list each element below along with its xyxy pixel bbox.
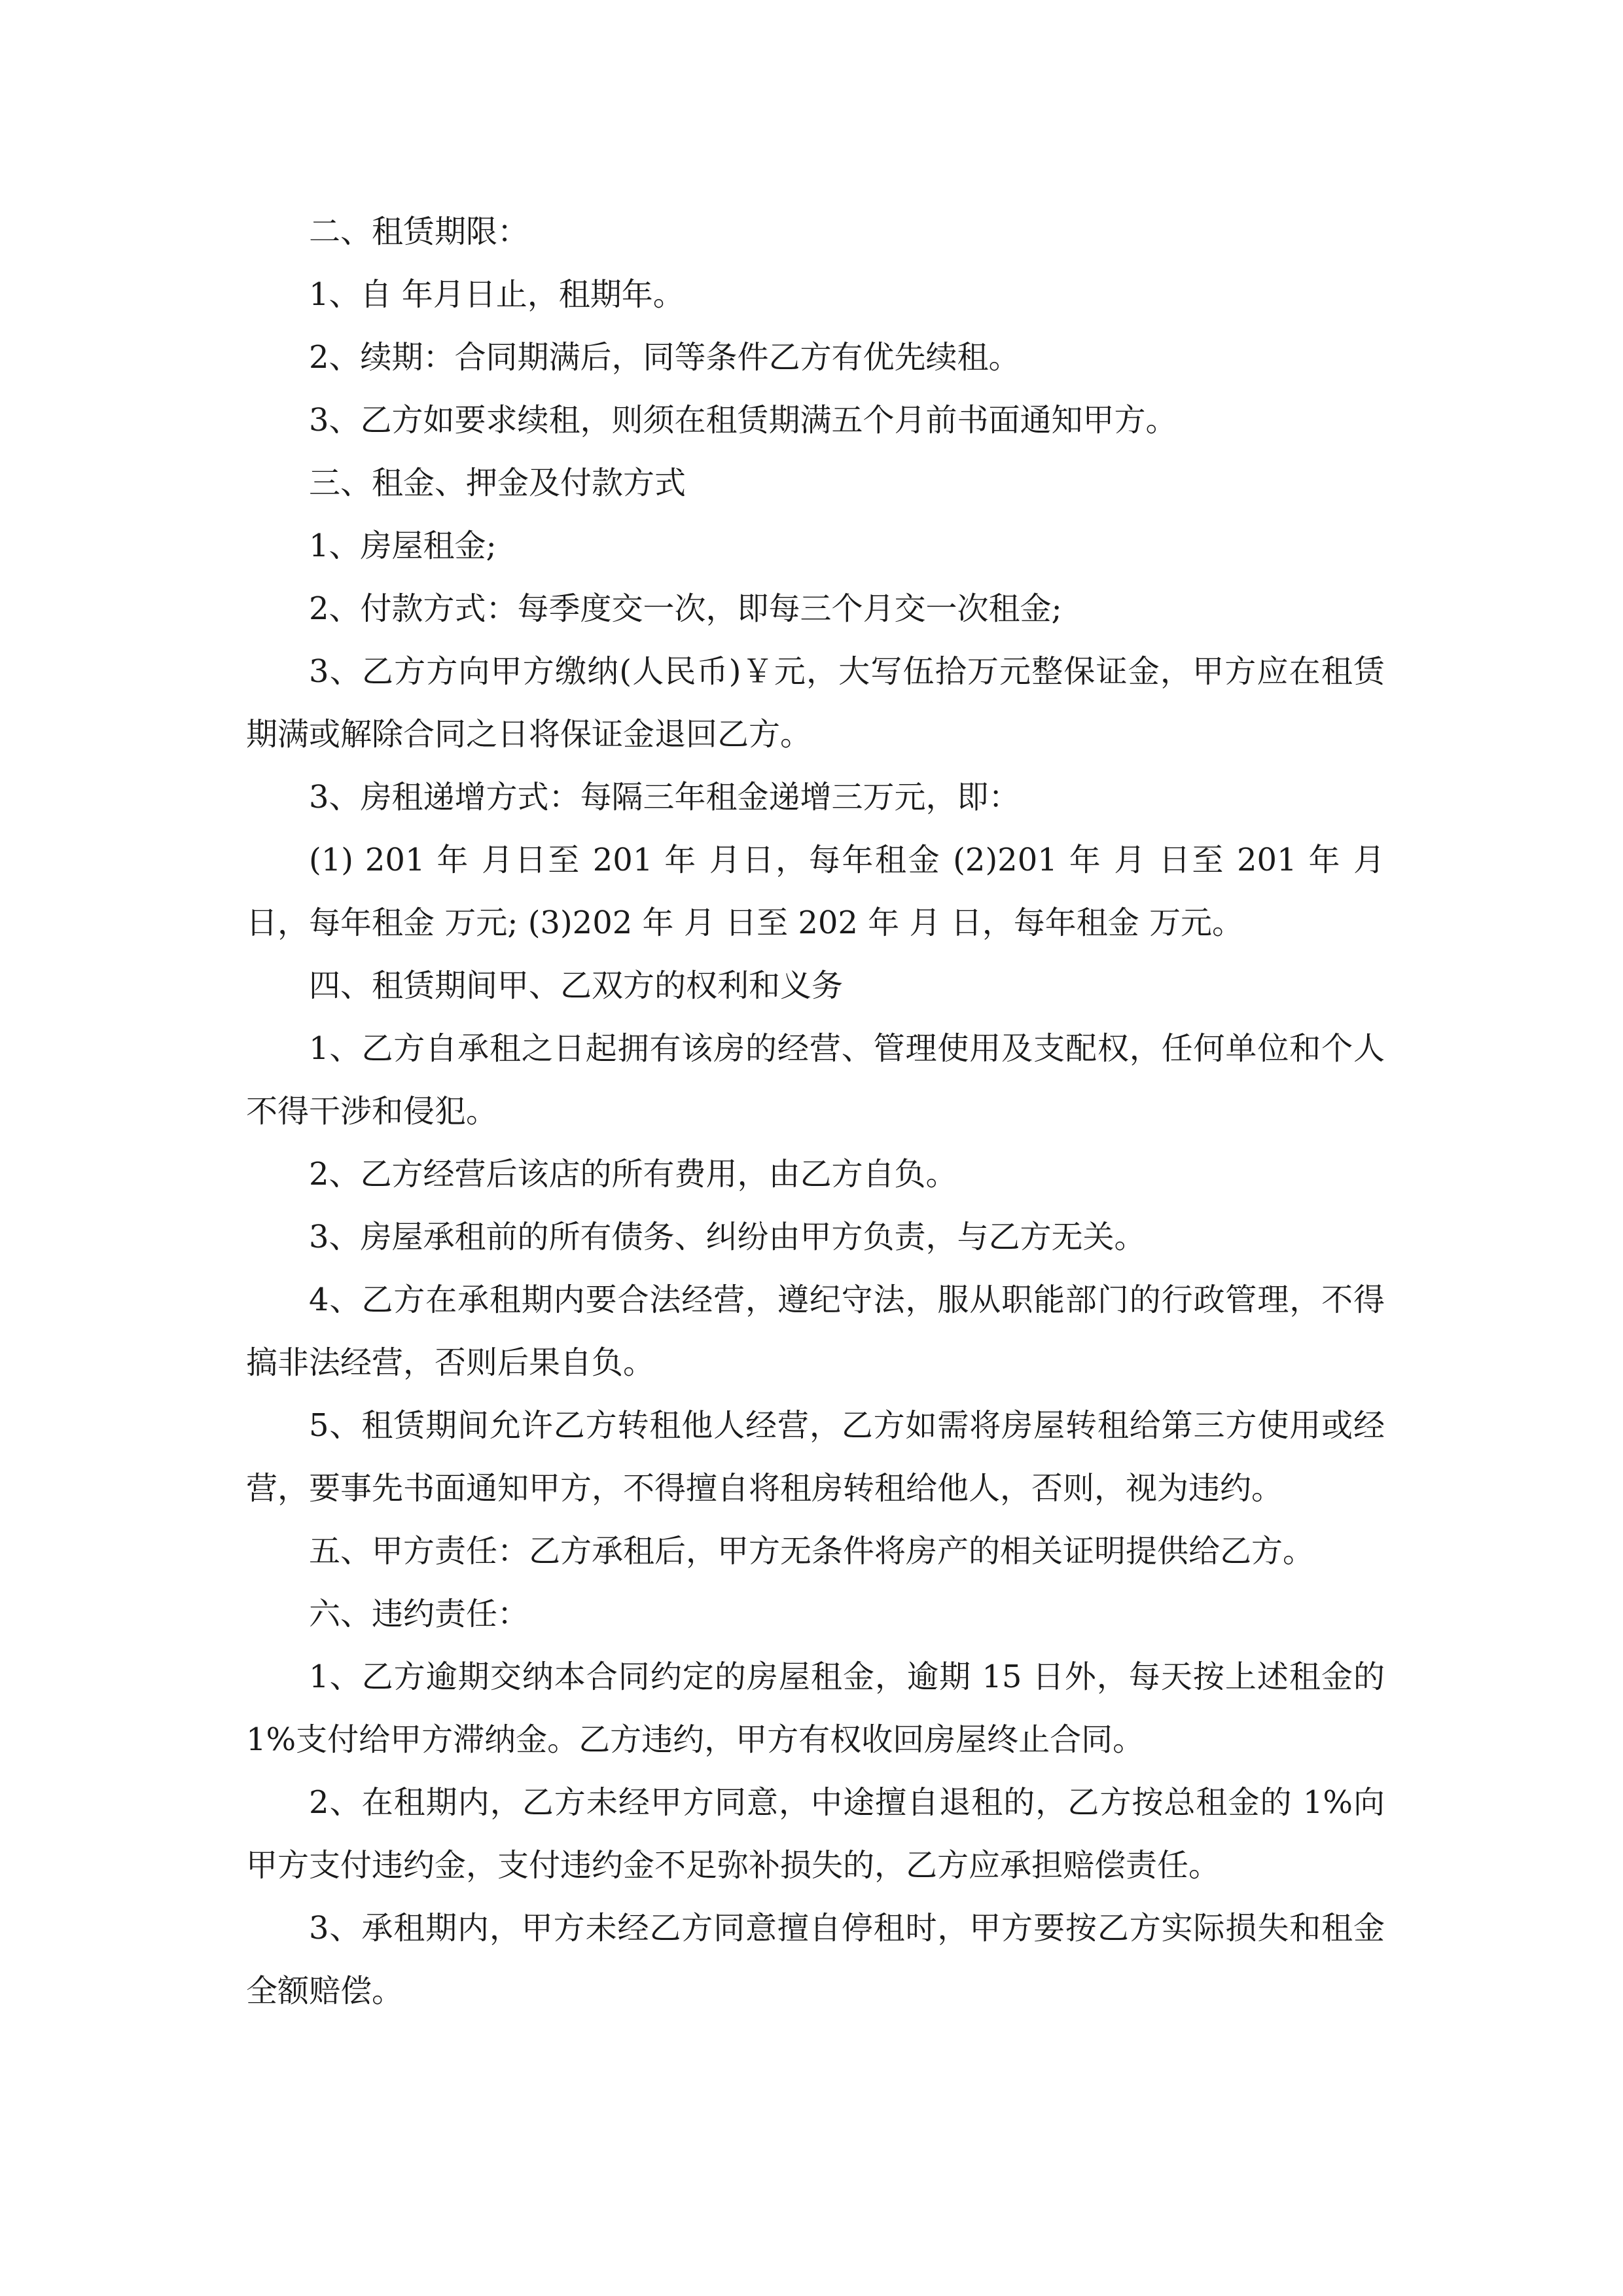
- breach-clause-3: 3、承租期内，甲方未经乙方同意擅自停租时，甲方要按乙方实际损失和租金全额赔偿。: [246, 1910, 1385, 2009]
- breach-clause-2: 2、在租期内，乙方未经甲方同意，中途擅自退租的，乙方按总租金的 1%向甲方支付违约金，支付违约金不足弥补损失的，乙方应承担赔偿责任。: [246, 1784, 1385, 1884]
- section-heading-rent-payment: 三、租金、押金及付款方式: [309, 465, 687, 501]
- rights-clause-5: 5、租赁期间允许乙方转租他人经营，乙方如需将房屋转租给第三方使用或经营，要事先书面通知甲方，不得擅自将租房转租给他人，否则，视为违约。: [246, 1407, 1385, 1507]
- rent-increase-schedule: (1) 201 年 月日至 201 年 月日，每年租金 (2)201 年 月 日至 201 年 月日，每年租金 万元; (3)202 年 月 日至 202 年 月 日，每年租金 万元。: [246, 842, 1385, 941]
- section-heading-rights-obligations: 四、租赁期间甲、乙双方的权利和义务: [309, 967, 844, 1004]
- rent-clause-3-increase: 3、房租递增方式：每隔三年租金递增三万元，即：: [309, 779, 1020, 816]
- lease-term-clause-1: 1、自 年月日止，租期年。: [309, 276, 685, 313]
- lease-term-clause-3: 3、乙方如要求续租，则须在租赁期满五个月前书面通知甲方。: [309, 402, 1177, 439]
- rent-clause-1: 1、房屋租金;: [309, 528, 497, 564]
- breach-clause-1: 1、乙方逾期交纳本合同约定的房屋租金，逾期 15 日外，每天按上述租金的 1%支付给甲方滞纳金。乙方违约，甲方有权收回房屋终止合同。: [246, 1659, 1385, 1758]
- rights-clause-1: 1、乙方自承租之日起拥有该房的经营、管理使用及支配权，任何单位和个人不得干涉和侵犯。: [246, 1030, 1385, 1130]
- rights-clause-3: 3、房屋承租前的所有债务、纠纷由甲方负责，与乙方无关。: [309, 1219, 1146, 1255]
- document-body: [246, 200, 1385, 2022]
- section-heading-lease-term: 二、租赁期限：: [309, 213, 529, 250]
- section-heading-breach: 六、违约责任：: [309, 1596, 529, 1632]
- lease-term-clause-2: 2、续期：合同期满后，同等条件乙方有优先续租。: [309, 339, 1020, 376]
- rent-clause-3-deposit: 3、乙方方向甲方缴纳(人民币)￥元，大写伍拾万元整保证金，甲方应在租赁期满或解除合同之日将保证金退回乙方。: [246, 653, 1385, 753]
- rent-clause-2: 2、付款方式：每季度交一次，即每三个月交一次租金;: [309, 590, 1062, 627]
- section-heading-party-a-duty: 五、甲方责任：乙方承租后，甲方无条件将房产的相关证明提供给乙方。: [309, 1533, 1315, 1570]
- rights-clause-2: 2、乙方经营后该店的所有费用，由乙方自负。: [309, 1156, 957, 1193]
- rights-clause-4: 4、乙方在承租期内要合法经营，遵纪守法，服从职能部门的行政管理，不得搞非法经营，否则后果自负。: [246, 1282, 1385, 1381]
